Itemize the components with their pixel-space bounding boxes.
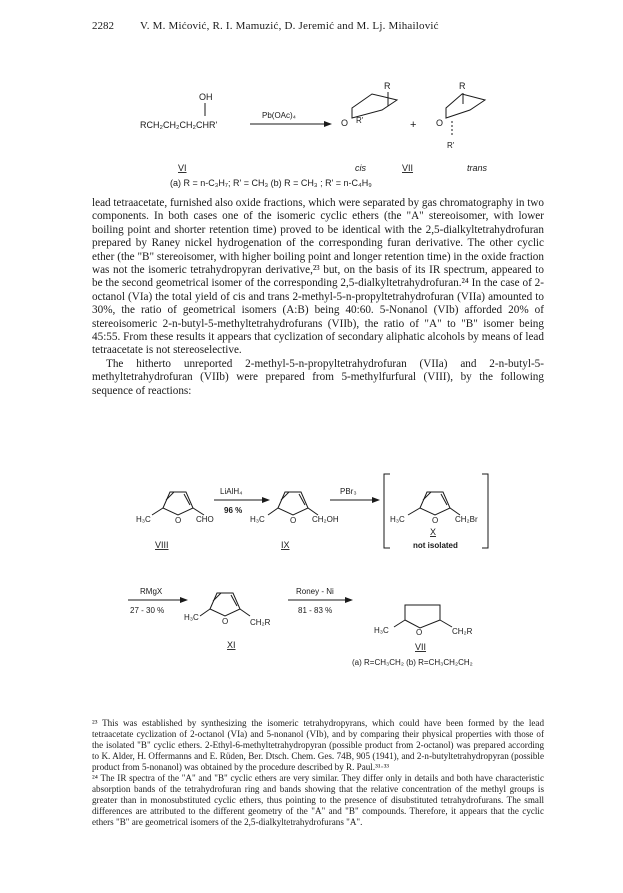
footnote-23: ²³ This was established by synthesizing the isomeric tetrahydropyrans, which could have been formed by the lead tetraacetate cyclization of 2-octanol (VIa) and 5-nonanol (VIb), and by comparing their physical properties with those of the isolated "B" cyclic ethers. 2-Ethyl-6-methyltetrahydropyran (possible product from 2-octanol) was prepared according to K. Alder, H. Offermanns and E. Rüden, Ber. Dtsch. Chem. Ges. 74B, 905 (1941), and 2-n-butyltetrahydropyran (possible product from 5-nonanol) was obtained by the procedure described by R. Paul.³¹·³³ xyxy=(92,718,544,772)
arrowhead-pbr3 xyxy=(372,497,380,503)
reaction-scheme-1 xyxy=(0,0,623,200)
label-trans: trans xyxy=(467,163,488,173)
viii-h3c: H₃C xyxy=(136,515,151,524)
vii-methyl-bond xyxy=(394,620,405,627)
furan-xi-db xyxy=(213,593,221,601)
yield-81-label: 81 - 83 % xyxy=(298,606,333,615)
ix-ch2oh: CH₂OH xyxy=(312,515,339,524)
label-vii: VII xyxy=(402,163,414,173)
xi-ch2r: CH₂R xyxy=(250,618,271,627)
viii-methyl-bond xyxy=(152,508,163,515)
trans-o-label: O xyxy=(436,118,444,128)
furan-x-db2 xyxy=(441,494,447,505)
furan-viii-db2 xyxy=(184,494,190,505)
trans-ring xyxy=(446,94,485,118)
ix-methyl-bond xyxy=(268,508,278,515)
label-xi: XI xyxy=(227,640,236,650)
vii-h3c: H₃C xyxy=(374,626,389,635)
yield-96-label: 96 % xyxy=(224,506,243,515)
x-ch2br-bond xyxy=(450,508,460,515)
ix-o: O xyxy=(290,516,297,525)
xi-h3c: H₃C xyxy=(184,613,199,622)
furan-x-db xyxy=(423,492,431,500)
page-number: 2282 xyxy=(92,20,114,32)
ix-ch2oh-bond xyxy=(308,508,318,515)
x-ch2br: CH₂Br xyxy=(455,515,478,524)
viii-o: O xyxy=(175,516,182,525)
oh-label: OH xyxy=(199,92,213,102)
raney-label: Roney - Ni xyxy=(296,587,334,596)
scheme2-caption: (a) R=CH₃CH₂ (b) R=CH₃CH₂CH₂ xyxy=(352,658,473,667)
ix-h3c: H₃C xyxy=(250,515,265,524)
trans-rprime-label: R' xyxy=(447,141,455,150)
plus-sign: + xyxy=(410,119,417,131)
furan-viii-db xyxy=(166,492,174,500)
not-isolated-label: not isolated xyxy=(413,541,458,550)
scheme1-caption: (a) R = n-C₃H₇; R' = CH₃ (b) R = CH₃ ; R' = n-C₄H₉ xyxy=(170,178,372,188)
pbr3-label: PBr₃ xyxy=(340,487,357,496)
x-o: O xyxy=(432,516,439,525)
vii-ch2r-bond xyxy=(440,620,452,627)
arrowhead-rmgx xyxy=(180,597,188,603)
label-viii: VIII xyxy=(155,540,169,550)
furan-x xyxy=(420,492,450,515)
xi-methyl-bond xyxy=(200,609,210,616)
cis-ring xyxy=(352,94,397,118)
cis-r-label: R xyxy=(384,81,391,91)
furan-ix-db xyxy=(281,492,289,500)
arrowhead-raney xyxy=(345,597,353,603)
furan-viii xyxy=(163,492,193,515)
lialh4-label: LiAlH₄ xyxy=(220,487,243,496)
footnote-24: ²⁴ The IR spectra of the "A" and "B" cyclic ethers are very similar. They differ only in details and both have characteristic absorption bands of the tetrahydrofuran ring and bands showing that the relative concentration of the methyl groups is greater than in monosubstituted cyclic ethers, thus pointing to the presence of disubstituted tetrahydrofurans. The small differences are attributed to the different geometry of the "A" and "B" compounds. Therefore, it appears that the cyclic ethers "B" are geometrical isomers of the 2,5-dialkyltetrahydrofurans "A". xyxy=(92,773,544,827)
label-vii-2: VII xyxy=(415,642,427,652)
furan-ix xyxy=(278,492,308,515)
arrowhead-lialh4 xyxy=(262,497,270,503)
footnotes xyxy=(92,718,544,828)
body-text xyxy=(92,197,544,398)
cis-o-label: O xyxy=(341,118,349,128)
xi-ch2r-bond xyxy=(240,609,250,616)
xi-o: O xyxy=(222,617,229,626)
substrate-formula: RCH₂CH₂CH₂CHR' xyxy=(140,120,218,130)
furan-xi-db2 xyxy=(231,595,237,606)
furan-ix-db2 xyxy=(299,494,305,505)
label-cis: cis xyxy=(355,163,366,173)
cis-rprime-label: R' xyxy=(356,116,364,125)
bracket-left xyxy=(384,474,390,548)
viii-cho: CHO xyxy=(196,515,214,524)
yield-27-label: 27 - 30 % xyxy=(130,606,165,615)
paragraph-2: The hitherto unreported 2-methyl-5-n-propyltetrahydrofuran (VIIa) and 2-n-butyl-5-methyltetrahydrofuran (VIIb) were prepared from 5-methylfurfural (VIII), by the following sequence of reactions: xyxy=(92,357,544,397)
label-vi: VI xyxy=(178,163,187,173)
arrowhead-1 xyxy=(324,121,332,127)
rmgx-label: RMgX xyxy=(140,587,163,596)
trans-r-label: R xyxy=(459,81,466,91)
label-ix: IX xyxy=(281,540,290,550)
x-h3c: H₃C xyxy=(390,515,405,524)
x-methyl-bond xyxy=(408,508,420,515)
viii-cho-bond xyxy=(193,508,204,515)
thf-vii xyxy=(405,605,440,628)
furan-xi xyxy=(210,593,240,616)
vii-ch2r: CH₂R xyxy=(452,627,473,636)
bracket-right xyxy=(482,474,488,548)
reagent-label: Pb(OAc)₄ xyxy=(262,111,296,120)
label-x: X xyxy=(430,527,437,537)
vii-o: O xyxy=(416,628,423,637)
paragraph-1: lead tetraacetate, furnished also oxide fractions, which were separated by gas chromatography in two components. In both cases one of the isomeric cyclic ethers (the "A" stereoisomer, with lower boiling point and shorter retention time) proved to be identical with the 2,5-dialkyltetrahydrofuran prepared by Raney nickel hydrogenation of the corresponding furan derivative. The other cyclic ether (the "B" stereoisomer, with higher boiling point and longer retention time) in the oxide fraction was not the isomeric tetrahydropyran derivative,²³ but, on the basis of its IR spectrum, appeared to be the second geometrical isomer of the corresponding 2,5-dialkyltetrahydrofuran.²⁴ In the case of 2-octanol (VIa) the total yield of cis and trans 2-methyl-5-n-propyltetrahydrofuran (VIIa) amounted to 30%, the ratio of geometrical isomers (A:B) being 40:60. 5-Nonanol (VIb) afforded 20% of stereoisomeric 2-n-butyl-5-methyltetrahydrofurans (VIIb), the ratio of "A" to "B" isomer being 45:55. From these results it appears that cyclization of secondary aliphatic alcohols by means of lead tetraacetate is not stereoselective. xyxy=(92,197,544,357)
author-line: V. M. Mićović, R. I. Mamuzić, D. Jeremić and M. Lj. Mihailović xyxy=(140,20,439,32)
